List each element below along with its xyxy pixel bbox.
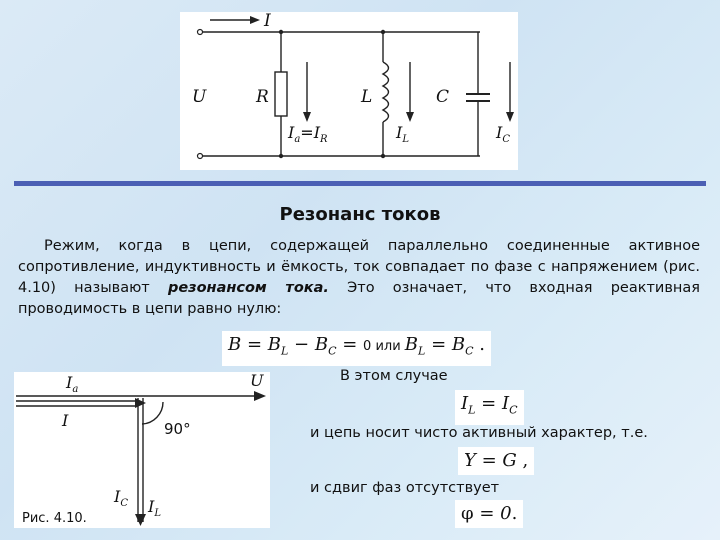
- formula-phase: φ = 0.: [455, 500, 523, 528]
- paragraph-term: резонансом тока.: [167, 280, 329, 296]
- text-active-character: и цепь носит чисто активный характер, т.е.: [310, 425, 648, 441]
- inductor-label: L: [361, 87, 373, 107]
- phasor-ic-label: $I_C$: [114, 487, 128, 509]
- current-label: I: [264, 12, 271, 31]
- capacitor-label: C: [436, 87, 450, 107]
- terminal-bottom: [198, 154, 203, 159]
- paragraph-text-1: Режим, когда в цепи, содержащей параллельно соединенные активное сопротивление, индуктивность и ёмкость, ток совпадает по фазе с напряжением (рис. 4.10) называют: [18, 238, 700, 296]
- circuit-svg: [180, 12, 518, 170]
- phasor-svg: [14, 372, 270, 528]
- terminal-top: [198, 30, 203, 35]
- text-no-phase-shift: и сдвиг фаз отсутствует: [310, 480, 500, 496]
- phasor-diagram: [14, 372, 270, 528]
- resistor-symbol: [275, 72, 287, 116]
- formula-current-equality: $I_L = I_C$: [455, 390, 524, 425]
- phasor-il-label: $I_L$: [148, 497, 161, 519]
- intro-paragraph: [18, 236, 700, 320]
- text-in-this-case: В этом случае: [340, 368, 448, 384]
- phasor-i-label: I: [62, 411, 69, 430]
- page-title: Резонанс токов: [279, 204, 441, 225]
- section-divider: [14, 181, 706, 186]
- resistor-label: R: [256, 87, 269, 107]
- phasor-ia-label: $I_a$: [66, 373, 79, 395]
- figure-caption: Рис. 4.10.: [22, 511, 87, 526]
- paragraph-text-2: Это означает, что входная реактивная проводимость в цепи равно нулю:: [18, 280, 700, 317]
- phasor-u-label: U: [250, 372, 264, 390]
- ic-label: $I_C$: [496, 123, 510, 145]
- angle-arc: [142, 402, 163, 424]
- il-label: $I_L$: [396, 123, 409, 145]
- circuit-diagram: [180, 12, 518, 170]
- inductor-symbol: [383, 62, 389, 122]
- formula-susceptance: $B = B_L - B_C = 0$ или $B_L = B_C$ .: [222, 331, 491, 366]
- ia-ir-label: $I_a=I_R$: [288, 123, 328, 145]
- angle-label: 90°: [164, 420, 191, 438]
- voltage-label: U: [192, 87, 207, 107]
- formula-admittance: Y = G ,: [458, 447, 534, 475]
